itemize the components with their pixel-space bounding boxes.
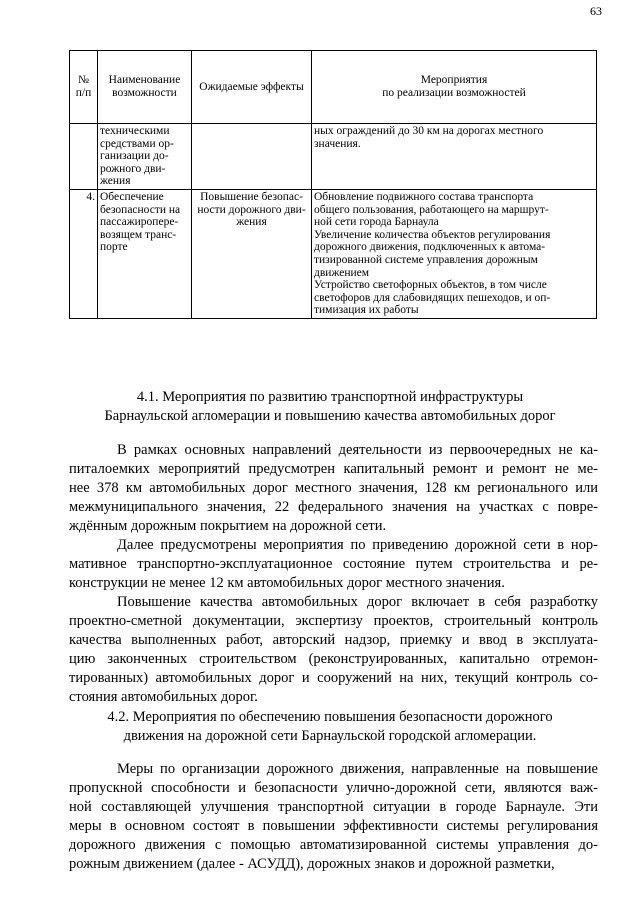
measures-table [69,50,597,319]
header-num: № п/п [70,51,98,124]
text-line: Далее предусмотрены мероприятия по приведению дорожной сети в нор- [117,537,598,553]
cell-name [98,124,192,190]
text-line: тированных) автомобильных дорог и сооружений на них, текущий контроль со- [69,670,598,686]
cell-line: рожного дви- [100,162,166,175]
header-measures: Мероприятия по реализации возможностей [312,51,597,124]
cell-line: движением [314,266,370,279]
section-4-2-paragraph-1 [69,760,598,874]
cell-line: Увеличение количества объектов регулирования [314,228,551,241]
cell-line: Обновление подвижного состава транспорта [314,190,534,203]
cell-name [98,189,192,318]
text-line: конструкции не менее 12 км автомобильных дорог местного значения. [69,575,505,591]
cell-line: Обеспечение [100,190,164,203]
text-line: цию законченных строительством (реконструированных, капитально отремон- [69,651,598,667]
cell-line: безопасности на [100,203,181,216]
section-4-2-title: 4.2. Мероприятия по обеспечению повышения безопасности дорожного движения на дорожной сети Барнаульской городской агломерации. [107,709,553,744]
cell-line: жения [236,216,267,229]
header-effects: Ожидаемые эффекты [192,51,312,124]
cell-line: светофоров для слабовидящих пешеходов, и оп- [314,291,551,304]
text-line: качества выполненных работ, авторский надзор, приемку и ввод в эксплуата- [69,632,598,648]
cell-line: техническими [100,125,170,137]
cell-line: Устройство светофорных объектов, в том числе [314,279,547,292]
table-row [70,124,597,190]
text-line: проектно-сметной документации, экспертизу проектов, строительный контроль [69,613,598,629]
text-line: питалоемких мероприятий предусмотрен капитальный ремонт и ремонт не ме- [69,461,598,477]
cell-line: возящем транс- [100,228,177,241]
text-line: Меры по организации дорожного движения, направленные на повышение [117,761,598,777]
text-line: пропускной способности и безопасности улично-дорожной сети, являются важ- [69,780,598,796]
text-line: Повышение качества автомобильных дорог включает в себя разработку [117,594,598,610]
table-header-row [70,51,597,124]
cell-line: пассажиропере- [100,216,179,229]
cell-measures [312,189,597,318]
cell-effects [192,189,312,318]
cell-line: тизированной системе управления дорожным [314,253,538,266]
cell-line: общего пользования, работающего на маршрут- [314,203,549,216]
section-4-1-paragraph-1 [69,441,598,536]
cell-effects [192,124,312,190]
text-line: стояния автомобильных дорог. [69,689,258,705]
section-4-1-paragraph-2 [69,536,598,593]
cell-line: ной сети города Барнаула [314,216,439,229]
text-line: межмуниципального значения, 22 федерального значения на участках с повре- [69,499,598,515]
cell-num [70,124,98,190]
cell-line: ганизации до- [100,150,169,163]
cell-line: порте [100,241,128,254]
text-line: меры в основном состоят в повышении эффективности системы регулирования [69,818,598,834]
cell-measures [312,124,597,190]
cell-line: тимизация их работы [314,304,419,317]
text-line: В рамках основных направлений деятельности из первоочередных не ка- [117,442,598,458]
cell-line: ности дорожного дви- [197,203,306,216]
text-line: мативное транспортно-эксплуатационное состояние путем строительства и ре- [69,556,598,572]
cell-line: ных ограждений до 30 км на дорогах местного [314,125,544,137]
cell-line: жения [100,175,131,188]
text-line: ждённым дорожным покрытием на дорожной сети. [69,518,387,534]
cell-line: средствами ор- [100,137,174,150]
text-line: рожным движением (далее - АСУДД), дорожных знаков и дорожной разметки, [69,856,555,872]
header-name: Наименование возможности [98,51,192,124]
cell-line: дорожного движения, подключенных к автома- [314,241,546,254]
text-line: дорожного движения с помощью автоматизированной системы управления до- [69,837,598,853]
cell-num: 4. [70,189,98,318]
section-4-1-paragraph-3 [69,593,598,707]
cell-line: значения. [314,137,361,150]
text-line: нее 378 км автомобильных дорог местного значения, 128 км регионального или [69,480,598,496]
table-row [70,189,597,318]
page-number: 63 [590,4,602,18]
cell-line: Повышение безопас- [200,190,303,203]
section-4-1-title: 4.1. Мероприятия по развитию транспортной инфраструктуры Барнаульской агломерации и повышению качества автомобильных дорог [104,389,556,424]
text-line: ной составляющей улучшения транспортной ситуации в городе Барнауле. Эти [69,799,598,815]
